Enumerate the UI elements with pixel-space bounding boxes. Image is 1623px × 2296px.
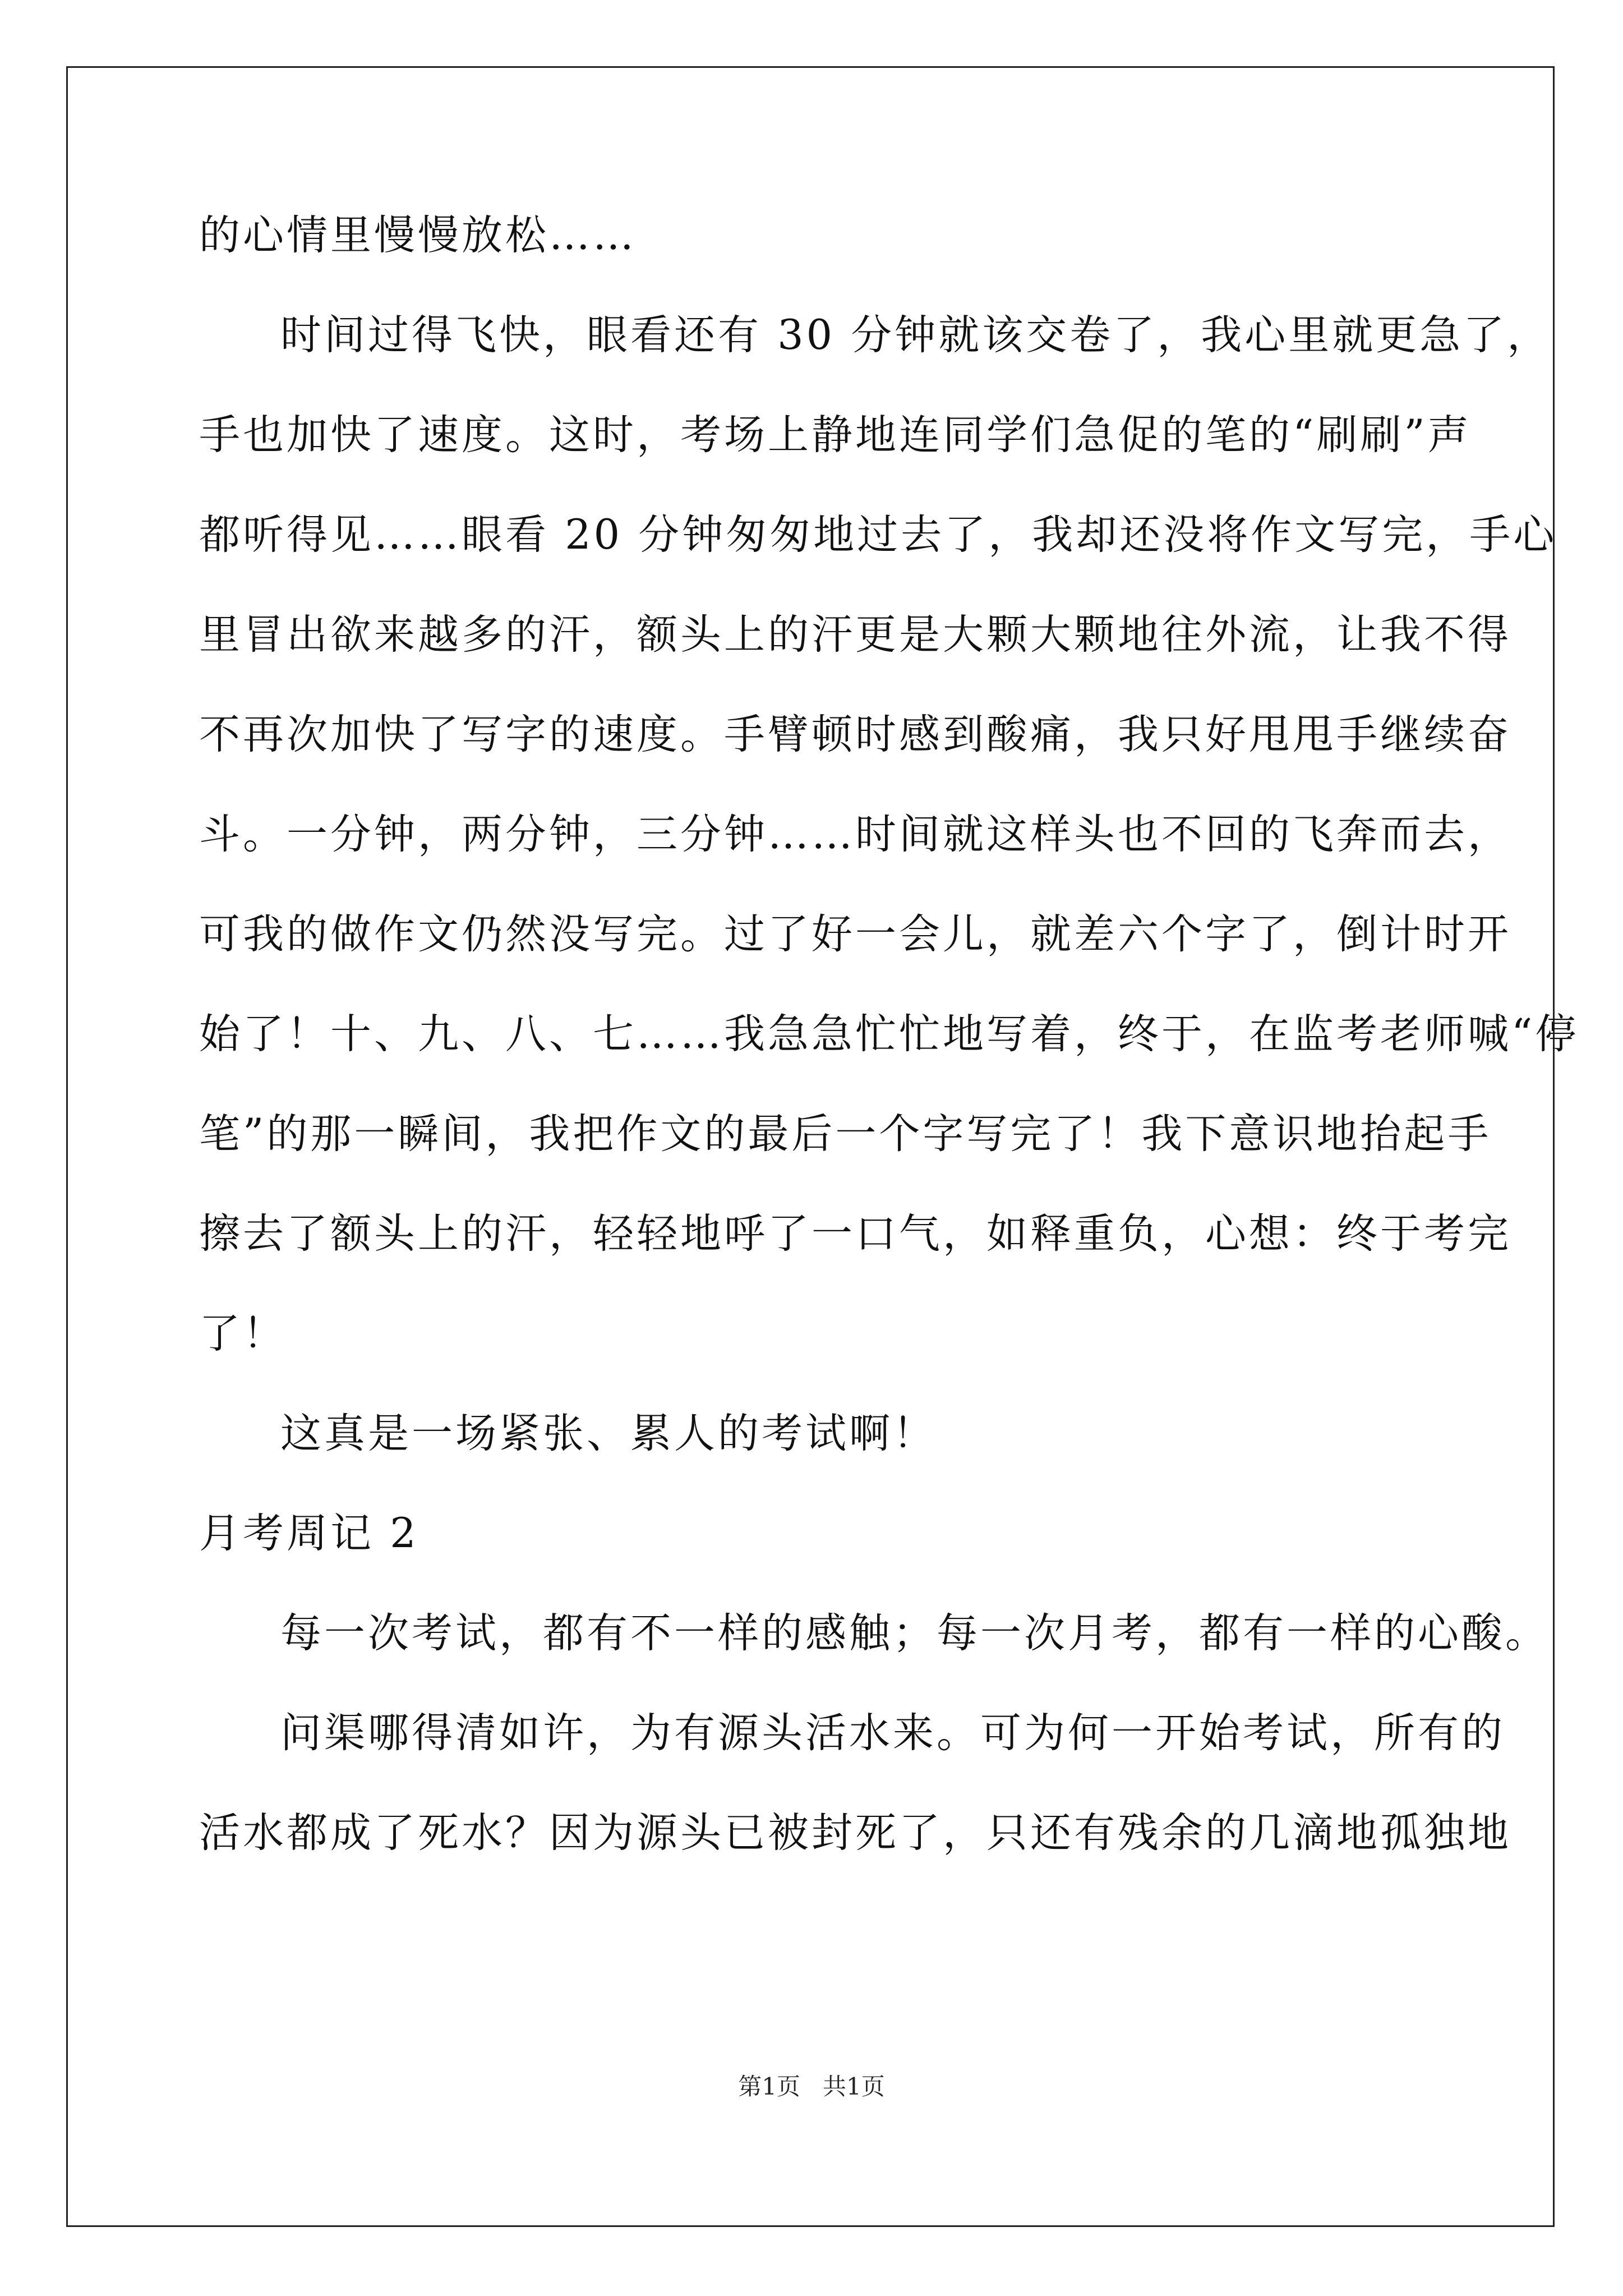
- text-line: 手也加快了速度。这时，考场上静地连同学们急促的笔的“刷刷”声: [199, 411, 1472, 459]
- text-line: 里冒出欲来越多的汗，额头上的汗更是大颗大颗地往外流，让我不得: [199, 611, 1511, 659]
- page-total: 共1页: [823, 2073, 885, 2100]
- text-line: 都听得见……眼看 20 分钟匆匆地过去了，我却还没将作文写完，手心: [199, 511, 1557, 559]
- text-line: 始了！十、九、八、七……我急急忙忙地写着，终于，在监考老师喊“停: [199, 1010, 1579, 1058]
- text-line: 可我的做作文仍然没写完。过了好一会儿，就差六个字了，倒计时开: [199, 910, 1511, 958]
- text-line: 的心情里慢慢放松……: [199, 211, 637, 259]
- section-heading: 月考周记 2: [199, 1510, 419, 1557]
- paragraph-line: 这真是一场紧张、累人的考试啊！: [280, 1410, 937, 1457]
- paragraph-line: 每一次考试，都有不一样的感触；每一次月考，都有一样的心酸。: [280, 1609, 1549, 1657]
- text-line: 斗。一分钟，两分钟，三分钟……时间就这样头也不回的飞奔而去，: [199, 811, 1511, 858]
- paragraph-line: 时间过得飞快，眼看还有 30 分钟就该交卷了，我心里就更急了，: [280, 311, 1551, 359]
- page-number: 第1页: [738, 2073, 800, 2100]
- text-line: 活水都成了死水？因为源头已被封死了，只还有残余的几滴地孤独地: [199, 1809, 1511, 1857]
- paragraph-line: 问渠哪得清如许，为有源头活水来。可为何一开始考试，所有的: [280, 1709, 1505, 1757]
- page-footer: [0, 2070, 1623, 2104]
- text-line: 不再次加快了写字的速度。手臂顿时感到酸痛，我只好甩甩手继续奋: [199, 711, 1511, 758]
- text-line: 擦去了额头上的汗，轻轻地呼了一口气，如释重负，心想：终于考完: [199, 1210, 1511, 1258]
- text-line: 了！: [199, 1310, 287, 1358]
- text-line: 笔”的那一瞬间，我把作文的最后一个字写完了！我下意识地抬起手: [199, 1110, 1492, 1158]
